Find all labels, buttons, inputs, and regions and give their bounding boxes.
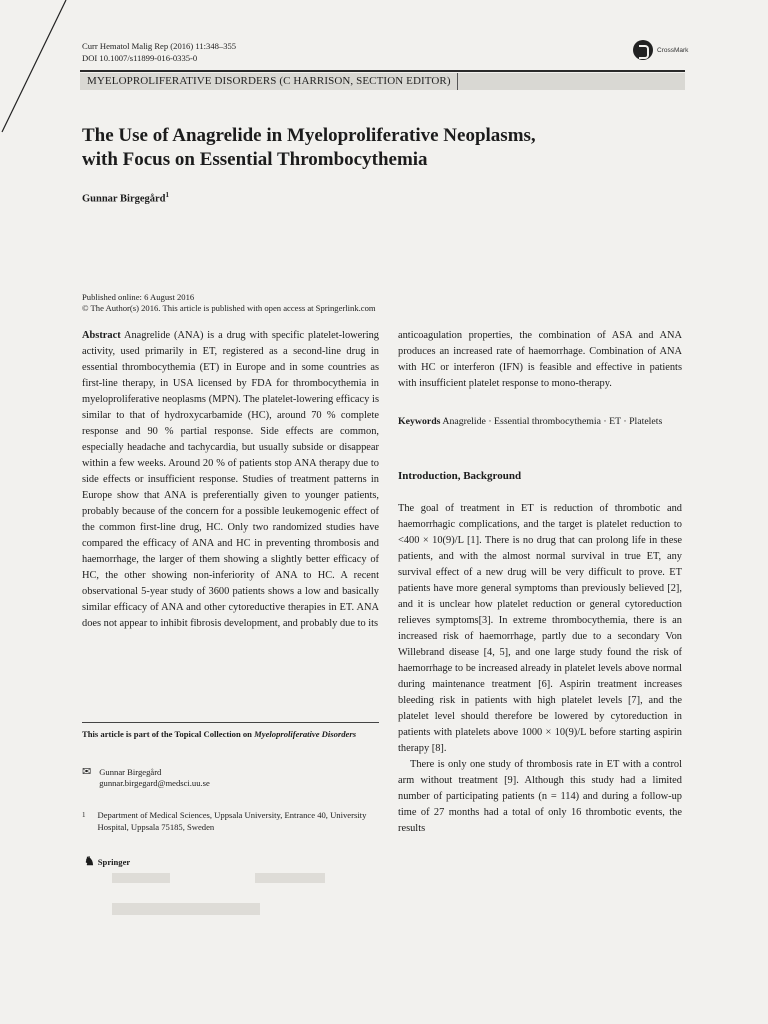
keywords — [398, 414, 682, 429]
article-title — [82, 124, 682, 172]
crossmark-icon — [633, 40, 653, 60]
springer-horse-icon: ♞ — [84, 854, 95, 868]
journal-citation: Curr Hematol Malig Rep (2016) 11:348–355 — [82, 41, 237, 51]
abstract — [82, 328, 379, 632]
scan-edge-line — [0, 0, 80, 140]
crossmark-label: CrossMark — [657, 46, 689, 54]
abstract-continuation-text: anticoagulation properties, the combination of ASA and ANA produces an increased rate of haemorrhage. Combination of ANA with HC or interferon (IFN) is feasible and effective in patients with insufficient platelet response to mono-therapy. — [398, 330, 682, 389]
keywords-label: Keywords — [398, 416, 441, 427]
article-title-line1: The Use of Anagrelide in Myeloproliferative Neoplasms, — [82, 125, 536, 146]
springer-logo — [84, 854, 130, 869]
keywords-text: Anagrelide · Essential thrombocythemia · ET · Platelets — [442, 416, 663, 427]
publisher-name: Springer — [97, 856, 131, 867]
author — [82, 191, 169, 205]
introduction-heading: Introduction, Background — [398, 470, 522, 482]
doi[interactable]: DOI 10.1007/s11899-016-0335-0 — [82, 53, 198, 63]
contact-email[interactable]: gunnar.birgegard@medsci.uu.se — [99, 778, 210, 788]
crossmark-badge[interactable] — [633, 40, 688, 60]
envelope-icon: ✉ — [82, 766, 92, 778]
article-title-line2: with Focus on Essential Thrombocythemia — [82, 149, 428, 170]
section-band — [80, 73, 685, 90]
topical-prefix: This article is part of the Topical Collection on — [82, 729, 255, 739]
copyright-line: © The Author(s) 2016. This article is published with open access at Springerlink.com — [82, 303, 376, 313]
bleed-through-smudge — [112, 873, 170, 883]
introduction-body — [398, 501, 682, 837]
introduction-para2: There is only one study of thrombosis rate in ET with a control arm without treatment [9]. Although this study had a limited number of participating patients (n = 114) and during a follow-up time of 27 months had a total of only 16 thrombotic events, the results — [398, 759, 682, 834]
introduction-para1: The goal of treatment in ET is reduction of thrombotic and haemorrhagic complications, and the target is platelet reduction to <400 × 10(9)/L [1]. There is no drug that can prolong life in these patients, and with the almost normal survival in true ET, any survival effect of a new drug will be very difficult to prove. ET patients have more general symptoms than previously believed [2], and it is unclear how platelet reduction or general cytoreduction relieves symptoms[3]. In extreme thrombocythemia, there is an increased risk of haemorrhage, partly due to a secondary Von Willebrand disease [4, 5], and one large study found the risk of haemorrhage to be increased already in platelet levels above normal during maintenance treatment [6]. Aspirin treatment increases bleeding risk in patients with high platelet levels [7], and the platelet level should therefore be lowered by cytoreduction in patients with platelets above 1000 × 10(9)/L before starting aspirin therapy [8]. — [398, 503, 682, 754]
affiliation-text: Department of Medical Sciences, Uppsala University, Entrance 40, University Hospital, Uppsala 75185, Sweden — [97, 810, 367, 832]
corresponding-author — [82, 767, 379, 789]
journal-header — [82, 40, 236, 64]
section-label: MYELOPROLIFERATIVE DISORDERS (C HARRISON, SECTION EDITOR) — [87, 73, 458, 90]
topical-collection-name: Myeloproliferative Disorders — [254, 729, 357, 739]
abstract-continuation — [398, 328, 682, 392]
bleed-through-smudge — [255, 873, 325, 883]
author-name: Gunnar Birgegård — [82, 193, 166, 205]
bleed-through-smudge — [112, 903, 260, 915]
affiliation — [82, 809, 379, 833]
abstract-text: Anagrelide (ANA) is a drug with specific platelet-lowering activity, used primarily in ET, registered as a second-line drug in essential thrombocythemia (ET) in Europe and in some countries as first-line therapy, in USA licensed by FDA for thrombocythemia in myeloproliferative neoplasms (MPN). The platelet-lowering efficacy is similar to that of hydroxycarbamide (HC), around 70 % complete response and 90 % partial response. Side effects are common, especially headache and tachycardia, but usually subside or disappear within a few weeks. Around 20 % of patients stop ANA therapy due to side effects or insufficient response. Studies of treatment patterns in Europe show that ANA is preferentially given to younger patients, probably because of the concern for a possible leukemogenic effect of the common first-line drug, HC. Only two randomized studies have compared the efficacy of ANA and HC in preventing thrombosis and haemorrhage, the larger of them showing a slightly better efficacy of HC, the other showing non-inferiority of ANA to HC. A recent observational 5-year study of 3600 patients shows a low and basically similar efficacy of ANA and other cytoreductive therapies in ET. ANA does not appear to inhibit fibrosis development, and probably due to its — [82, 330, 379, 629]
publication-info — [82, 292, 376, 314]
abstract-label: Abstract — [82, 330, 121, 341]
header-rule — [80, 70, 685, 72]
contact-name: Gunnar Birgegård — [99, 767, 162, 777]
author-affil-sup: 1 — [165, 191, 170, 199]
affiliation-number: 1 — [82, 811, 86, 819]
footnote-rule — [82, 722, 379, 723]
topical-collection-note — [82, 728, 379, 740]
published-date: Published online: 6 August 2016 — [82, 292, 195, 302]
